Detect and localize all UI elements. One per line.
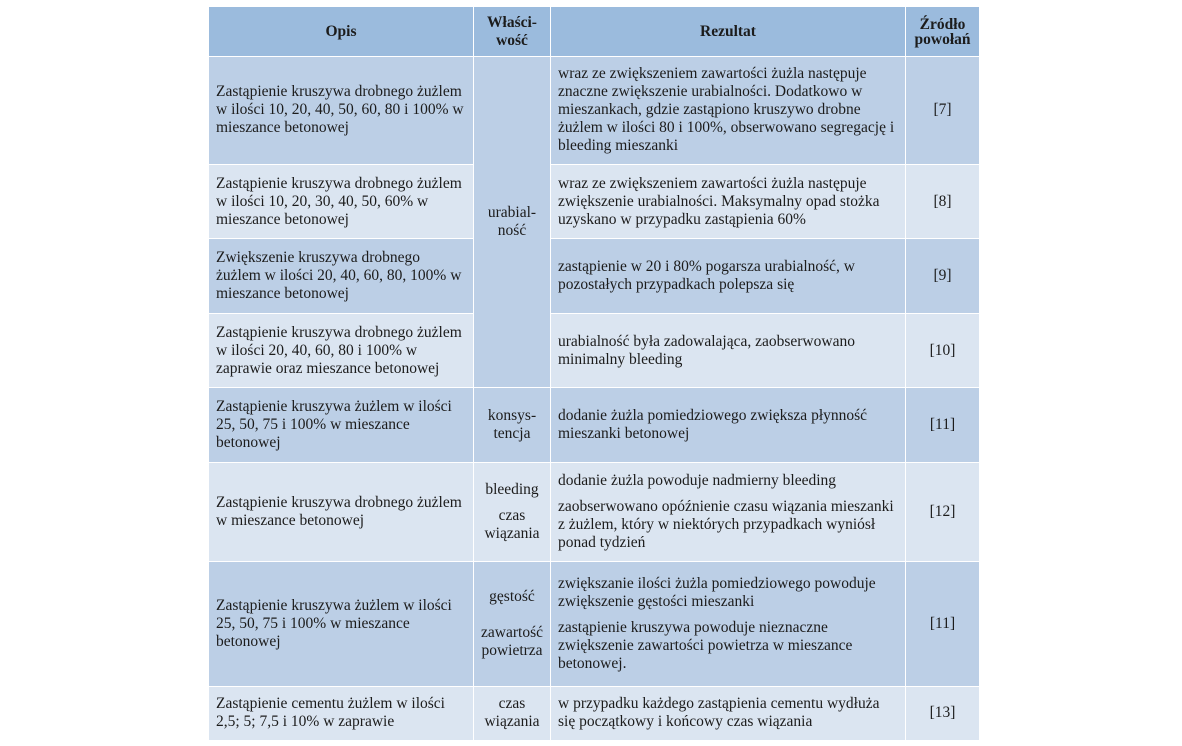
- wlasciwosc-bleeding: bleeding: [485, 480, 539, 498]
- wlasciwosc-czas-wiazania: czas wiązania: [484, 506, 540, 542]
- zrodlo-cell: [7]: [906, 57, 980, 165]
- zrodlo-cell: [11]: [906, 561, 980, 686]
- table-row: [209, 164, 980, 239]
- rezultat-cell: w przypadku każdego zastąpienia cementu wydłuża się początkowy i końcowy czas wiązania: [551, 686, 906, 740]
- table-row: [209, 313, 980, 388]
- opis-cell: Zastąpienie kruszywa drobnego żużlem w ilości 10, 20, 40, 50, 60, 80 i 100% w mieszance betonowej: [209, 57, 474, 165]
- table-row: [209, 462, 980, 561]
- header-wlasciwosc-line1: Właści-: [487, 13, 537, 31]
- header-opis: Opis: [209, 7, 474, 57]
- header-zrodlo-line2: powołań: [914, 30, 971, 48]
- opis-cell: Zastąpienie kruszywa drobnego żużlem w mieszance betonowej: [209, 462, 474, 561]
- opis-cell: Zwiększenie kruszywa drobnego żużlem w ilości 20, 40, 60, 80, 100% w mieszance betonowej: [209, 239, 474, 314]
- zrodlo-cell: [13]: [906, 686, 980, 740]
- zrodlo-cell: [10]: [906, 313, 980, 388]
- rezultat-bleeding: dodanie żużla powoduje nadmierny bleeding: [558, 471, 837, 489]
- comparison-table: [208, 6, 980, 741]
- table-row: [209, 561, 980, 686]
- rezultat-cell: wraz ze zwiększeniem zawartości żużla następuje znaczne zwiększenie urabialności. Dodatkowo w mieszankach, gdzie zastąpiono kruszywo drobne żużlem w ilości 80 i 100%, obserwowano segregację i bleeding mieszanki: [551, 57, 906, 165]
- header-rezultat: Rezultat: [551, 7, 906, 57]
- opis-cell: Zastąpienie kruszywa drobnego żużlem w ilości 20, 40, 60, 80 i 100% w zaprawie oraz mieszance betonowej: [209, 313, 474, 388]
- header-row: [209, 7, 980, 57]
- opis-cell: Zastąpienie kruszywa żużlem w ilości 25, 50, 75 i 100% w mieszance betonowej: [209, 561, 474, 686]
- wlasciwosc-zawartosc-powietrza: zawartość powietrza: [481, 623, 543, 659]
- wlasciwosc-cell: [474, 462, 551, 561]
- rezultat-cell: dodanie żużla pomiedziowego zwiększa płynność mieszanki betonowej: [551, 388, 906, 463]
- header-wlasciwosc: [474, 7, 551, 57]
- rezultat-gestosc: zwiększanie ilości żużla pomiedziowego powoduje zwiększenie gęstości mieszanki: [558, 574, 876, 610]
- rezultat-zawartosc-powietrza: zastąpienie kruszywa powoduje nieznaczne zwiększenie zawartości powietrza w mieszance betonowej.: [558, 618, 853, 672]
- header-zrodlo: [906, 7, 980, 57]
- wlasciwosc-urabialnosc-label: urabial-ność: [487, 204, 537, 240]
- rezultat-cell: zastąpienie w 20 i 80% pogarsza urabialność, w pozostałych przypadkach polepsza się: [551, 239, 906, 314]
- wlasciwosc-gestosc: gęstość: [489, 587, 535, 605]
- wlasciwosc-cell-urabialnosc: [474, 57, 551, 388]
- rezultat-cell: [551, 561, 906, 686]
- table-row: [209, 388, 980, 463]
- table-row: [209, 239, 980, 314]
- zrodlo-cell: [8]: [906, 164, 980, 239]
- zrodlo-cell: [11]: [906, 388, 980, 463]
- wlasciwosc-cell: konsys-tencja: [474, 388, 551, 463]
- zrodlo-cell: [12]: [906, 462, 980, 561]
- rezultat-cell: wraz ze zwiększeniem zawartości żużla następuje zwiększenie urabialności. Maksymalny opad stożka uzyskano w przypadku zastąpienia 60%: [551, 164, 906, 239]
- header-zrodlo-line1: Źródło: [919, 15, 966, 33]
- rezultat-czas-wiazania: zaobserwowano opóźnienie czasu wiązania mieszanki z żużlem, który w niektórych przypadkach wyniósł ponad tydzień: [558, 497, 894, 551]
- table-row: [209, 57, 980, 165]
- header-wlasciwosc-line2: wość: [496, 31, 528, 49]
- wlasciwosc-cell: czas wiązania: [474, 686, 551, 740]
- rezultat-cell: urabialność była zadowalająca, zaobserwowano minimalny bleeding: [551, 313, 906, 388]
- wlasciwosc-cell: [474, 561, 551, 686]
- opis-cell: Zastąpienie kruszywa drobnego żużlem w ilości 10, 20, 30, 40, 50, 60% w mieszance betonowej: [209, 164, 474, 239]
- opis-cell: Zastąpienie kruszywa żużlem w ilości 25, 50, 75 i 100% w mieszance betonowej: [209, 388, 474, 463]
- rezultat-cell: [551, 462, 906, 561]
- opis-cell: Zastąpienie cementu żużlem w ilości 2,5; 5; 7,5 i 10% w zaprawie: [209, 686, 474, 740]
- zrodlo-cell: [9]: [906, 239, 980, 314]
- table-row: [209, 686, 980, 740]
